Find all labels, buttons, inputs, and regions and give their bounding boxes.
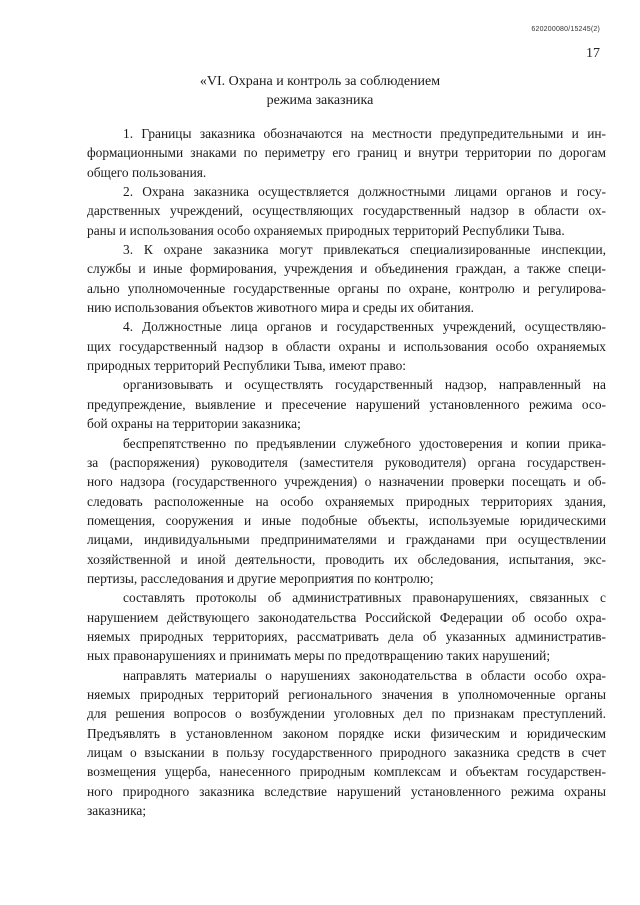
text-line: ного надзора (государственного учреждения) о назначении проверки посещать и об- xyxy=(87,474,606,490)
paragraph-2 xyxy=(87,182,606,240)
paragraph-7 xyxy=(87,588,606,665)
text-line: пертизы, расследования и другие мероприятия по контролю; xyxy=(87,570,434,586)
text-line: 3. К охране заказника могут привлекаться специализированные инспекции, xyxy=(123,242,606,258)
page-number: 17 xyxy=(586,46,600,61)
text-line: Предъявлять в установленном законом порядке иски физическим и юридическим xyxy=(87,725,606,741)
text-line: нарушением действующего законодательства Российской Федерации об особо охра- xyxy=(87,609,606,625)
section-title xyxy=(0,72,640,110)
paragraph-6 xyxy=(87,434,606,589)
text-line: 1. Границы заказника обозначаются на местности предупредительными и ин- xyxy=(123,126,606,141)
document-body xyxy=(87,124,606,820)
section-title-line-2: режима заказника xyxy=(266,93,374,108)
paragraph-8 xyxy=(87,666,606,821)
text-line: составлять протоколы об административных правонарушениях, связанных с xyxy=(123,590,606,606)
document-code: 620200080/15245(2) xyxy=(531,26,600,33)
paragraph-4 xyxy=(87,317,606,375)
paragraph-3 xyxy=(87,240,606,317)
text-line: ного природного заказника вследствие нарушений установленного режима охраны xyxy=(87,783,606,799)
section-title-line-1: «VI. Охрана и контроль за соблюдением xyxy=(199,74,441,89)
text-line: направлять материалы о нарушениях законодательства в области особо охра- xyxy=(123,667,606,683)
text-line: организовывать и осуществлять государственный надзор, направленный на xyxy=(123,377,606,393)
text-line: возмещения ущерба, нанесенного природным комплексам и объектам государствен- xyxy=(87,764,606,780)
text-line: раны и использования особо охраняемых природных территорий Республики Тыва. xyxy=(87,222,565,238)
text-line: дарственных учреждений, осуществляющих государственный надзор в области ох- xyxy=(87,203,606,219)
text-line: за (распоряжения) руководителя (заместителя руководителя) органа государствен- xyxy=(87,454,606,470)
text-line: помещения, сооружения и иные подобные объекты, используемые юридическими xyxy=(87,512,606,528)
paragraph-1 xyxy=(87,124,606,182)
text-line: заказника; xyxy=(87,803,147,819)
text-line: предупреждение, выявление и пресечение нарушений установленного режима осо- xyxy=(87,396,606,412)
text-line: лицами, индивидуальными предпринимателями и гражданами при осуществлении xyxy=(87,532,606,548)
text-line: для решения вопросов о возбуждении уголовных дел по признакам преступлений. xyxy=(87,706,606,722)
text-line: 4. Должностные лица органов и государственных учреждений, осуществляю- xyxy=(123,319,606,335)
text-line: хозяйственной и иной деятельности, проводить их обследования, испытания, экс- xyxy=(87,551,606,567)
text-line: беспрепятственно по предъявлении служебного удостоверения и копии прика- xyxy=(123,435,606,451)
paragraph-5 xyxy=(87,375,606,433)
text-line: службы и иные формирования, учреждения и объединения граждан, а также специ- xyxy=(87,261,606,277)
text-line: бой охраны на территории заказника; xyxy=(87,416,301,432)
text-line: 2. Охрана заказника осуществляется должностными лицами органов и госу- xyxy=(123,184,606,200)
text-line: ально уполномоченные государственные органы по охране, контролю и регулирова- xyxy=(87,280,606,296)
text-line: няемых природных территорий регионального значения в уполномоченные органы xyxy=(87,686,606,702)
text-line: общего пользования. xyxy=(87,164,207,180)
text-line: щих государственный надзор в области охраны и использования особо охраняемых xyxy=(87,338,606,354)
text-line: природных территорий Республики Тыва, имеют право: xyxy=(87,358,407,374)
text-line: формационными знаками по периметру его границ и внутри территории по дорогам xyxy=(87,145,606,161)
text-line: нию использования объектов животного мира и среды их обитания. xyxy=(87,300,474,316)
text-line: ных правонарушениях и принимать меры по предотвращению таких нарушений; xyxy=(87,648,551,664)
text-line: следовать расположенные на особо охраняемых природных территориях здания, xyxy=(87,493,606,509)
text-line: лицам о взыскании в пользу государственного природного заказника средств в счет xyxy=(87,745,606,760)
text-line: няемых природных территориях, рассматривать дела об указанных административ- xyxy=(87,628,606,644)
